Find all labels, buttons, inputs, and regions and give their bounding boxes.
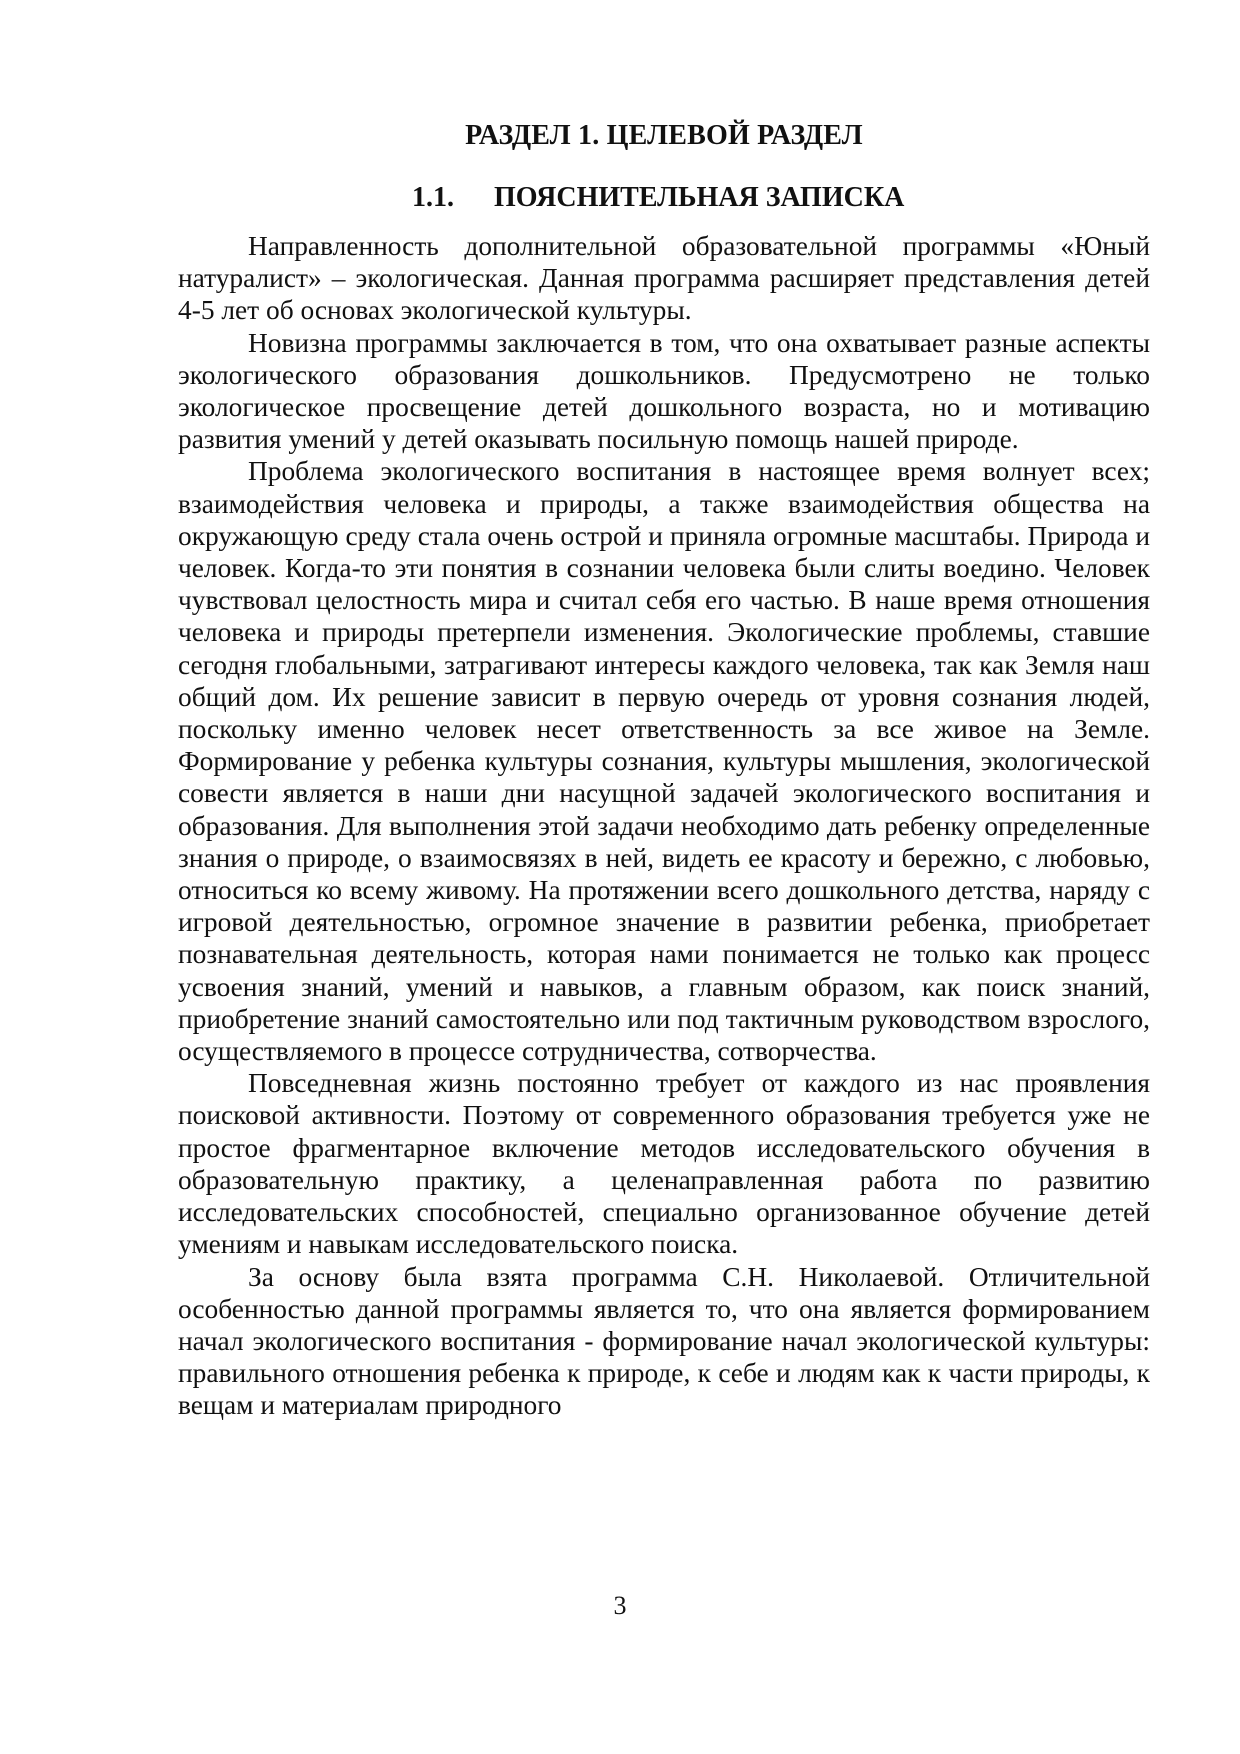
subsection-number: 1.1. (412, 182, 454, 213)
page-number: 3 (613, 1591, 627, 1620)
subsection-heading (178, 180, 1150, 216)
paragraph-basis-program: За основу была взята программа С.Н. Николаевой. Отличительной особенностью данной программы является то, что она является формированием начал экологического воспитания - формирование начал экологической культуры: правильного отношения ребенка к природе, к себе и людям как к части природы, к вещам и материалам природного (178, 1261, 1150, 1421)
paragraph-problem: Проблема экологического воспитания в настоящее время волнует всех; взаимодействия человека и природы, а также взаимодействия общества на окружающую среду стала очень острой и приняла огромные масштабы. Природа и человек. Когда-то эти понятия в сознании человека были слиты воедино. Человек чувствовал целостность мира и считал себя его частью. В наше время отношения человека и природы претерпели изменения. Экологические проблемы, ставшие сегодня глобальными, затрагивают интересы каждого человека, так как Земля наш общий дом. Их решение зависит в первую очередь от уровня сознания людей, поскольку именно человек несет ответственность за все живое на Земле. Формирование у ребенка культуры сознания, культуры мышления, экологической совести является в наши дни насущной задачей экологического воспитания и образования. Для выполнения этой задачи необходимо дать ребенку определенные знания о природе, о взаимосвязях в ней, видеть ее красоту и бережно, с любовью, относиться ко всему живому. На протяжении всего дошкольного детства, наряду с игровой деятельностью, огромное значение в развитии ребенка, приобретает познавательная деятельность, которая нами понимается не только как процесс усвоения знаний, умений и навыков, а главным образом, как поиск знаний, приобретение знаний самостоятельно или под тактичным руководством взрослого, осуществляемого в процессе сотрудничества, сотворчества. (178, 456, 1150, 1067)
page-content (178, 118, 1150, 1422)
paragraph-novelty: Новизна программы заключается в том, что она охватывает разные аспекты экологического образования дошкольников. Предусмотрено не только экологическое просвещение детей дошкольного возраста, но и мотивацию развития умений у детей оказывать посильную помощь нашей природе. (178, 327, 1150, 455)
paragraph-direction: Направленность дополнительной образовательной программы «Юный натуралист» – экологическая. Данная программа расширяет представления детей 4-5 лет об основах экологической культуры. (178, 231, 1150, 326)
subsection-title: ПОЯСНИТЕЛЬНАЯ ЗАПИСКА (494, 182, 905, 213)
paragraph-everyday-life: Повседневная жизнь постоянно требует от каждого из нас проявления поисковой активности. Поэтому от современного образования требуется уже не простое фрагментарное включение методов исследовательского обучения в образовательную практику, а целенаправленная работа по развитию исследовательских способностей, специально организованное обучение детей умениям и навыкам исследовательского поиска. (178, 1068, 1150, 1260)
section-title: РАЗДЕЛ 1. ЦЕЛЕВОЙ РАЗДЕЛ (465, 120, 863, 151)
